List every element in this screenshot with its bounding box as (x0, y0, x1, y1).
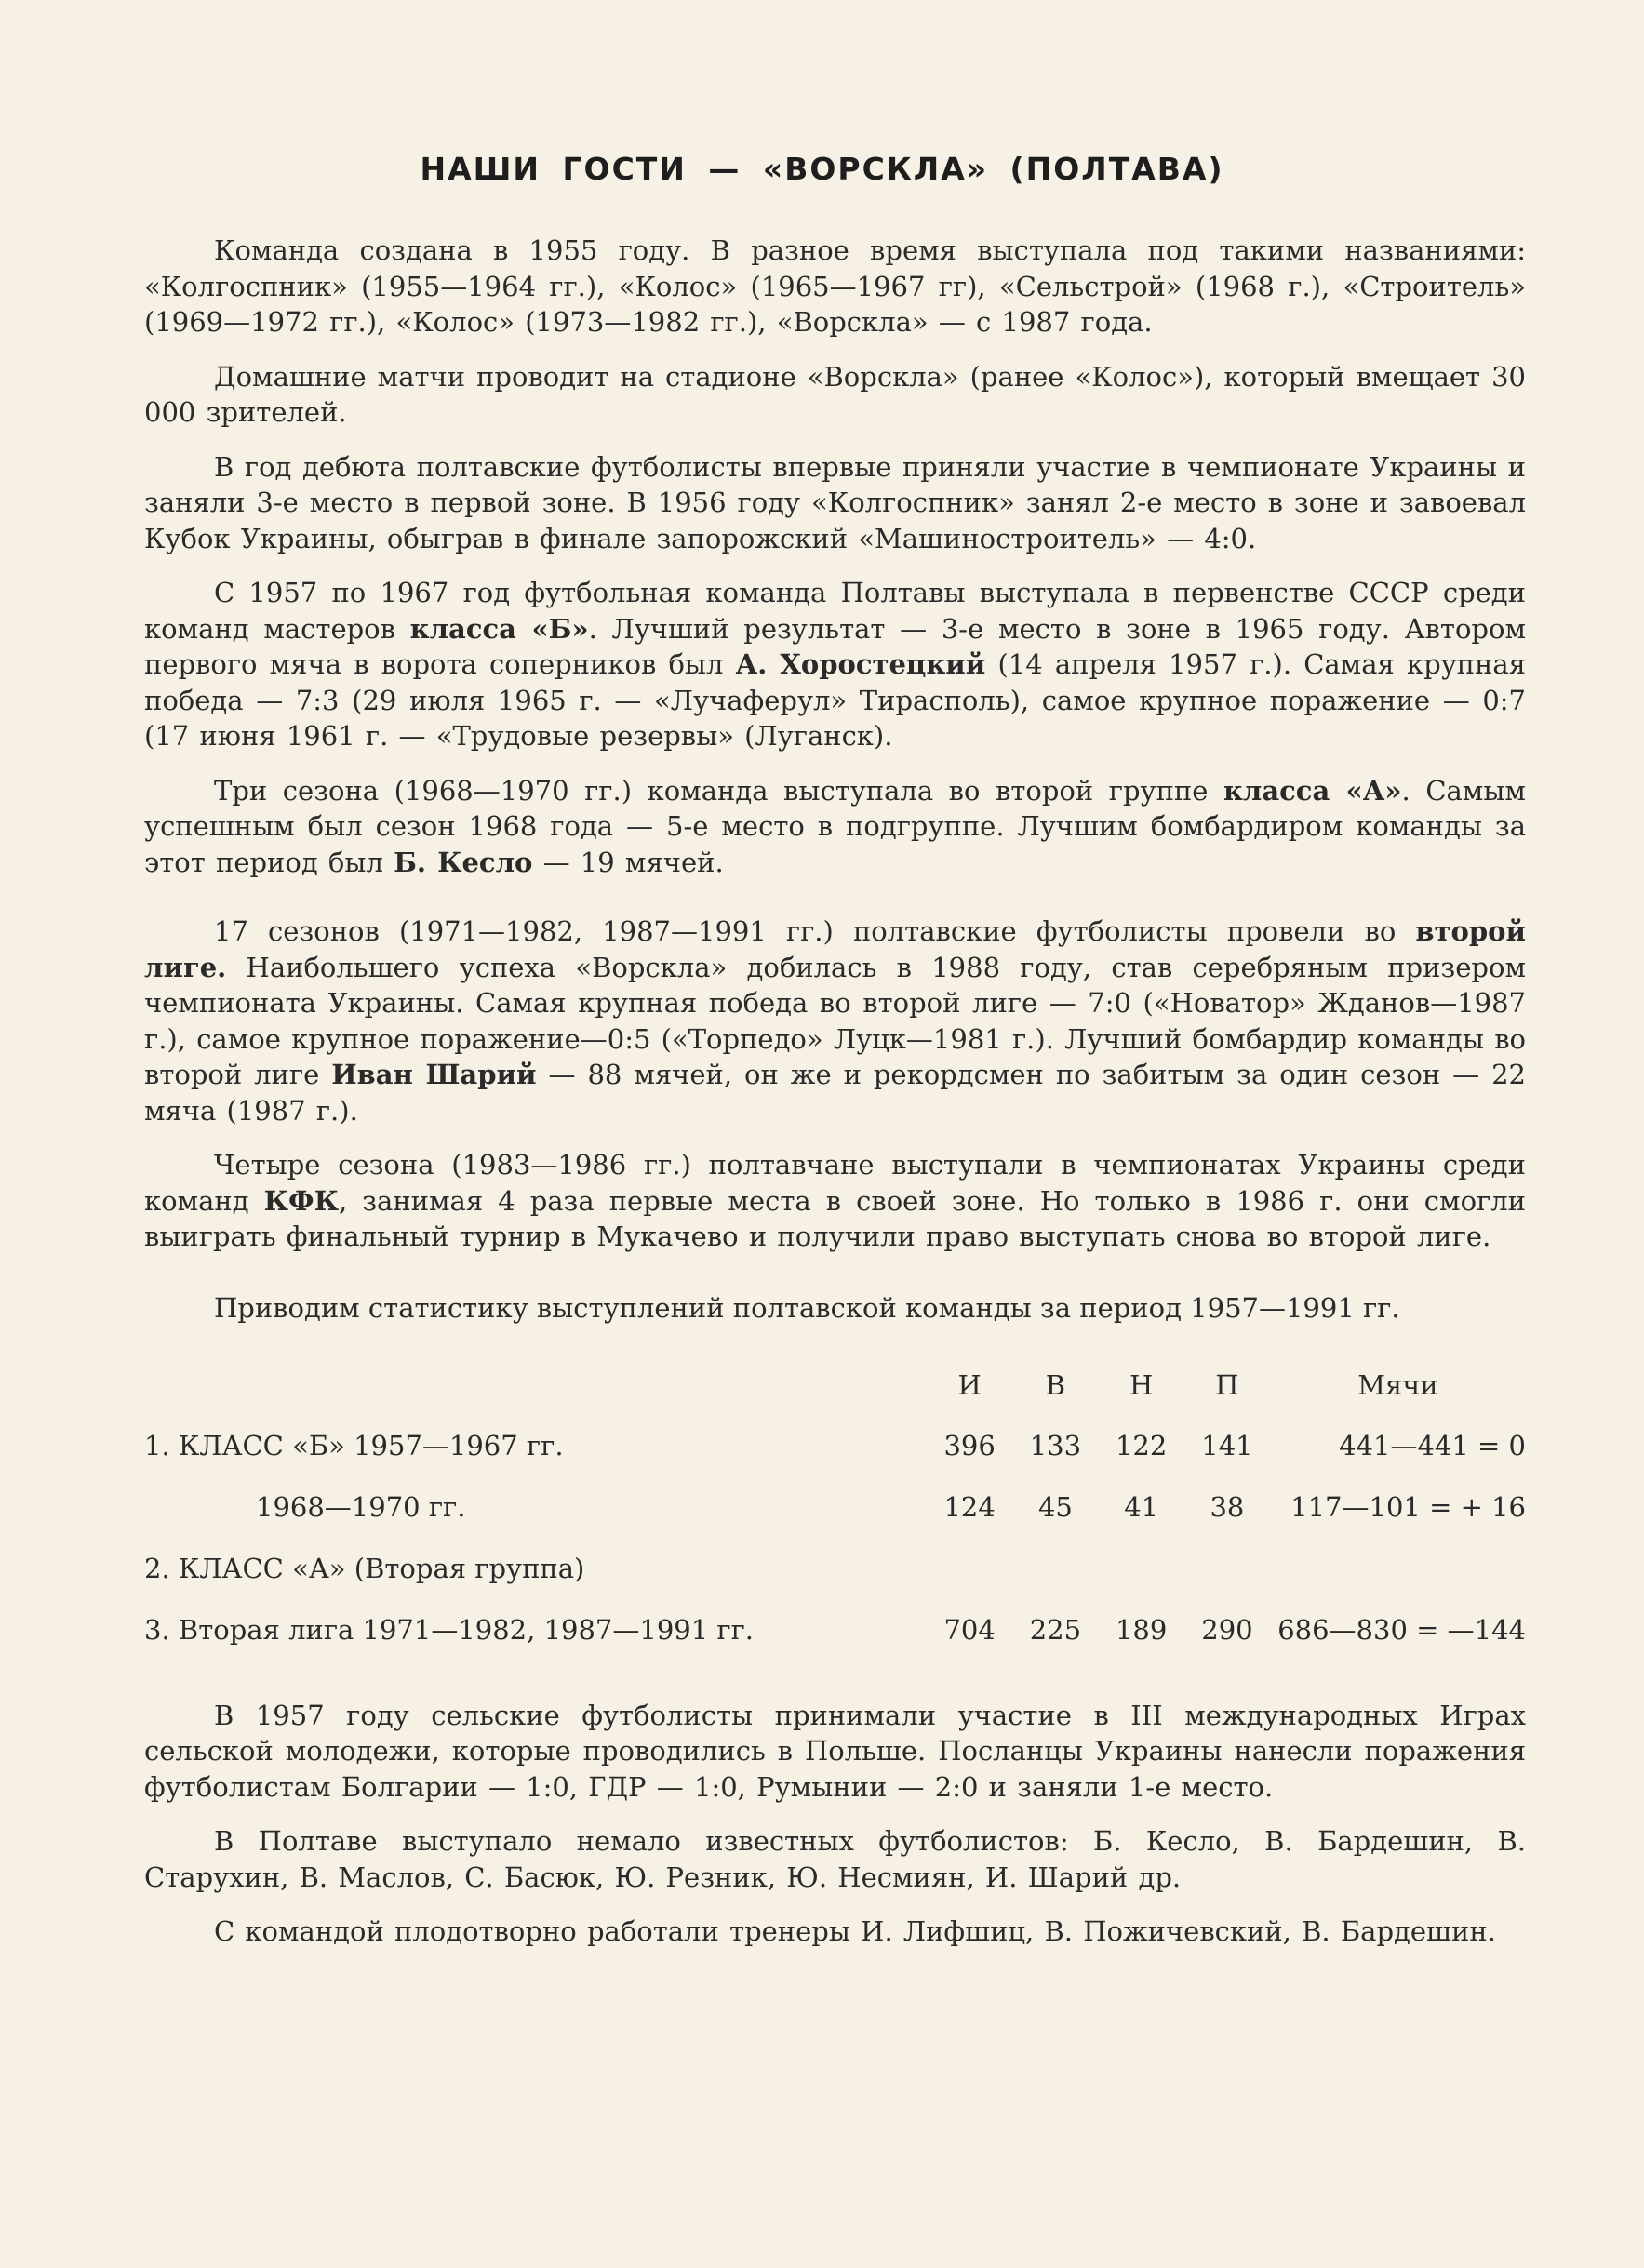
table-row (144, 1538, 1526, 1599)
bold-term: второй лиге. (144, 915, 1526, 983)
paragraph-stadium: Домашние матчи проводит на стадионе «Ворскла» (ранее «Колос»), который вмещает 30 000 зрителей. (144, 360, 1526, 428)
paragraph-class-a (144, 773, 1526, 881)
stats-intro: Приводим статистику выступлений полтавской команды за период 1957—1991 гг. (214, 1291, 1400, 1324)
bold-term: класса «Б» (409, 612, 589, 645)
text-span: — 88 мячей, он же и рекордсмен по забитым за один сезон — 22 мяча (1987 г.). (144, 1059, 1526, 1127)
cell-games: 704 (943, 1613, 996, 1646)
cell-losses (1184, 1538, 1270, 1599)
row-label: 2. КЛАСС «А» (Вторая группа) (144, 1552, 585, 1584)
bold-term: КФК (263, 1184, 339, 1217)
text-span: . Лучший результат — 3-е место в зоне в 1965 году. Автором первого мяча в ворота соперников был (144, 612, 1526, 680)
header-losses: П (1215, 1368, 1239, 1401)
cell-losses: 290 (1201, 1613, 1253, 1646)
cell-goals (1270, 1538, 1526, 1599)
cell-draws: 122 (1115, 1429, 1168, 1461)
text-span: . Самым успешным был сезон 1968 года — 5-е место в подгруппе. Лучшим бомбардиром команды за этот период был (144, 774, 1526, 878)
page-title: НАШИ ГОСТИ — «ВОРСКЛА» (ПОЛТАВА) (420, 151, 1224, 187)
cell-games (927, 1538, 1012, 1599)
text-span: , занимая 4 раза первые места в своей зоне. Но только в 1986 г. они смогли выиграть финальный турнир в Мукачево и получили право выступать снова во второй лиге. (144, 1184, 1526, 1252)
header-draws: Н (1129, 1368, 1154, 1401)
cell-games: 396 (943, 1429, 996, 1461)
stats-header-row (144, 1355, 1526, 1415)
text-span: Наибольшего успеха «Ворскла» добилась в 1988 году, став серебряным призером чемпионата Украины. Самая крупная победа во второй лиге — 7:0 («Новатор» Жданов—1987 г.), самое крупное поражение—0:5 («Торпедо» Луцк—1981 г.). Лучший бомбардир команды во второй лиге (144, 951, 1526, 1090)
header-blank (144, 1355, 927, 1415)
paragraph-players: В Полтаве выступало немало известных футболистов: Б. Кесло, В. Бардешин, В. Старухин, В. Маслов, С. Басюк, Ю. Резник, Ю. Несмиян, И. Шарий др. (144, 1825, 1526, 1893)
bold-term: класса «А» (1223, 774, 1402, 807)
cell-wins (1012, 1538, 1098, 1599)
bold-name: А. Хоростецкий (735, 648, 986, 680)
paragraph-coaches: С командой плодотворно работали тренеры И. Лифшиц, В. Пожичевский, В. Бардешин. (214, 1915, 1496, 1947)
paragraph-debut: В год дебюта полтавские футболисты впервые приняли участие в чемпионате Украины и заняли 3-е место в первой зоне. В 1956 году «Колгоспник» занял 2-е место в зоне и завоевал Кубок Украины, обыграв в финале запорожский «Машиностроитель» — 4:0. (144, 450, 1526, 554)
closing-section (144, 1698, 1526, 1950)
paragraph-history: Команда создана в 1955 году. В разное время выступала под такими названиями: «Колгоспник» (1955—1964 гг.), «Колос» (1965—1967 гг), «Сельстрой» (1968 г.), «Строитель» (1969—1972 гг.), «Колос» (1973—1982 гг.), «Ворскла» — с 1987 года. (144, 234, 1526, 338)
stats-table (144, 1355, 1526, 1661)
paragraph-kfk (144, 1147, 1526, 1255)
paragraph-international: В 1957 году сельские футболисты принимали участие в III международных Играх сельской молодежи, которые проводились в Польше. Посланцы Украины нанесли поражения футболистам Болгарии — 1:0, ГДР — 1:0, Румынии — 2:0 и заняли 1-е место. (144, 1699, 1526, 1803)
cell-goals: 117—101 = + 16 (1290, 1490, 1526, 1523)
bold-name: Иван Шарий (331, 1059, 537, 1090)
paragraph-class-b (144, 575, 1526, 754)
text-span: 17 сезонов (1971—1982, 1987—1991 гг.) полтавские футболисты провели во (214, 915, 1416, 947)
cell-wins: 133 (1029, 1429, 1082, 1461)
cell-goals: 441—441 = 0 (1339, 1429, 1526, 1461)
article-body (144, 233, 1526, 1968)
cell-draws (1099, 1538, 1184, 1599)
bold-name: Б. Кесло (394, 846, 533, 878)
text-span: (14 апреля 1957 г.). Самая крупная победа — 7:3 (29 июля 1965 г. — «Лучаферул» Тирасполь), самое крупное поражение — 0:7 (17 июня 1961 г. — «Трудовые резервы» (Луганск). (144, 648, 1526, 752)
cell-games: 124 (943, 1490, 996, 1523)
table-row (144, 1476, 1526, 1538)
header-games: И (957, 1368, 982, 1401)
cell-wins: 45 (1037, 1490, 1073, 1523)
text-span: С 1957 по 1967 год футбольная команда Полтавы выступала в первенстве СССР среди команд мастеров (144, 577, 1526, 645)
paragraph-second-league (144, 914, 1526, 1128)
text-span: — 19 мячей. (532, 846, 724, 878)
table-row (144, 1599, 1526, 1661)
cell-goals: 686—830 = —144 (1277, 1613, 1526, 1646)
row-label: 1968—1970 гг. (256, 1490, 466, 1523)
table-row (144, 1415, 1526, 1476)
cell-draws: 189 (1115, 1613, 1168, 1646)
cell-losses: 38 (1210, 1490, 1245, 1523)
cell-losses: 141 (1201, 1429, 1253, 1461)
cell-draws: 41 (1124, 1490, 1159, 1523)
cell-wins: 225 (1029, 1613, 1082, 1646)
row-label: 3. Вторая лига 1971—1982, 1987—1991 гг. (144, 1613, 754, 1646)
text-span: Три сезона (1968—1970 гг.) команда выступала во второй группе (214, 774, 1223, 807)
text-span: Четыре сезона (1983—1986 гг.) полтавчане выступали в чемпионатах Украины среди команд (144, 1149, 1526, 1217)
row-label: 1. КЛАСС «Б» 1957—1967 гг. (144, 1429, 564, 1461)
header-goals: Мячи (1357, 1368, 1438, 1401)
header-wins: В (1045, 1368, 1066, 1401)
